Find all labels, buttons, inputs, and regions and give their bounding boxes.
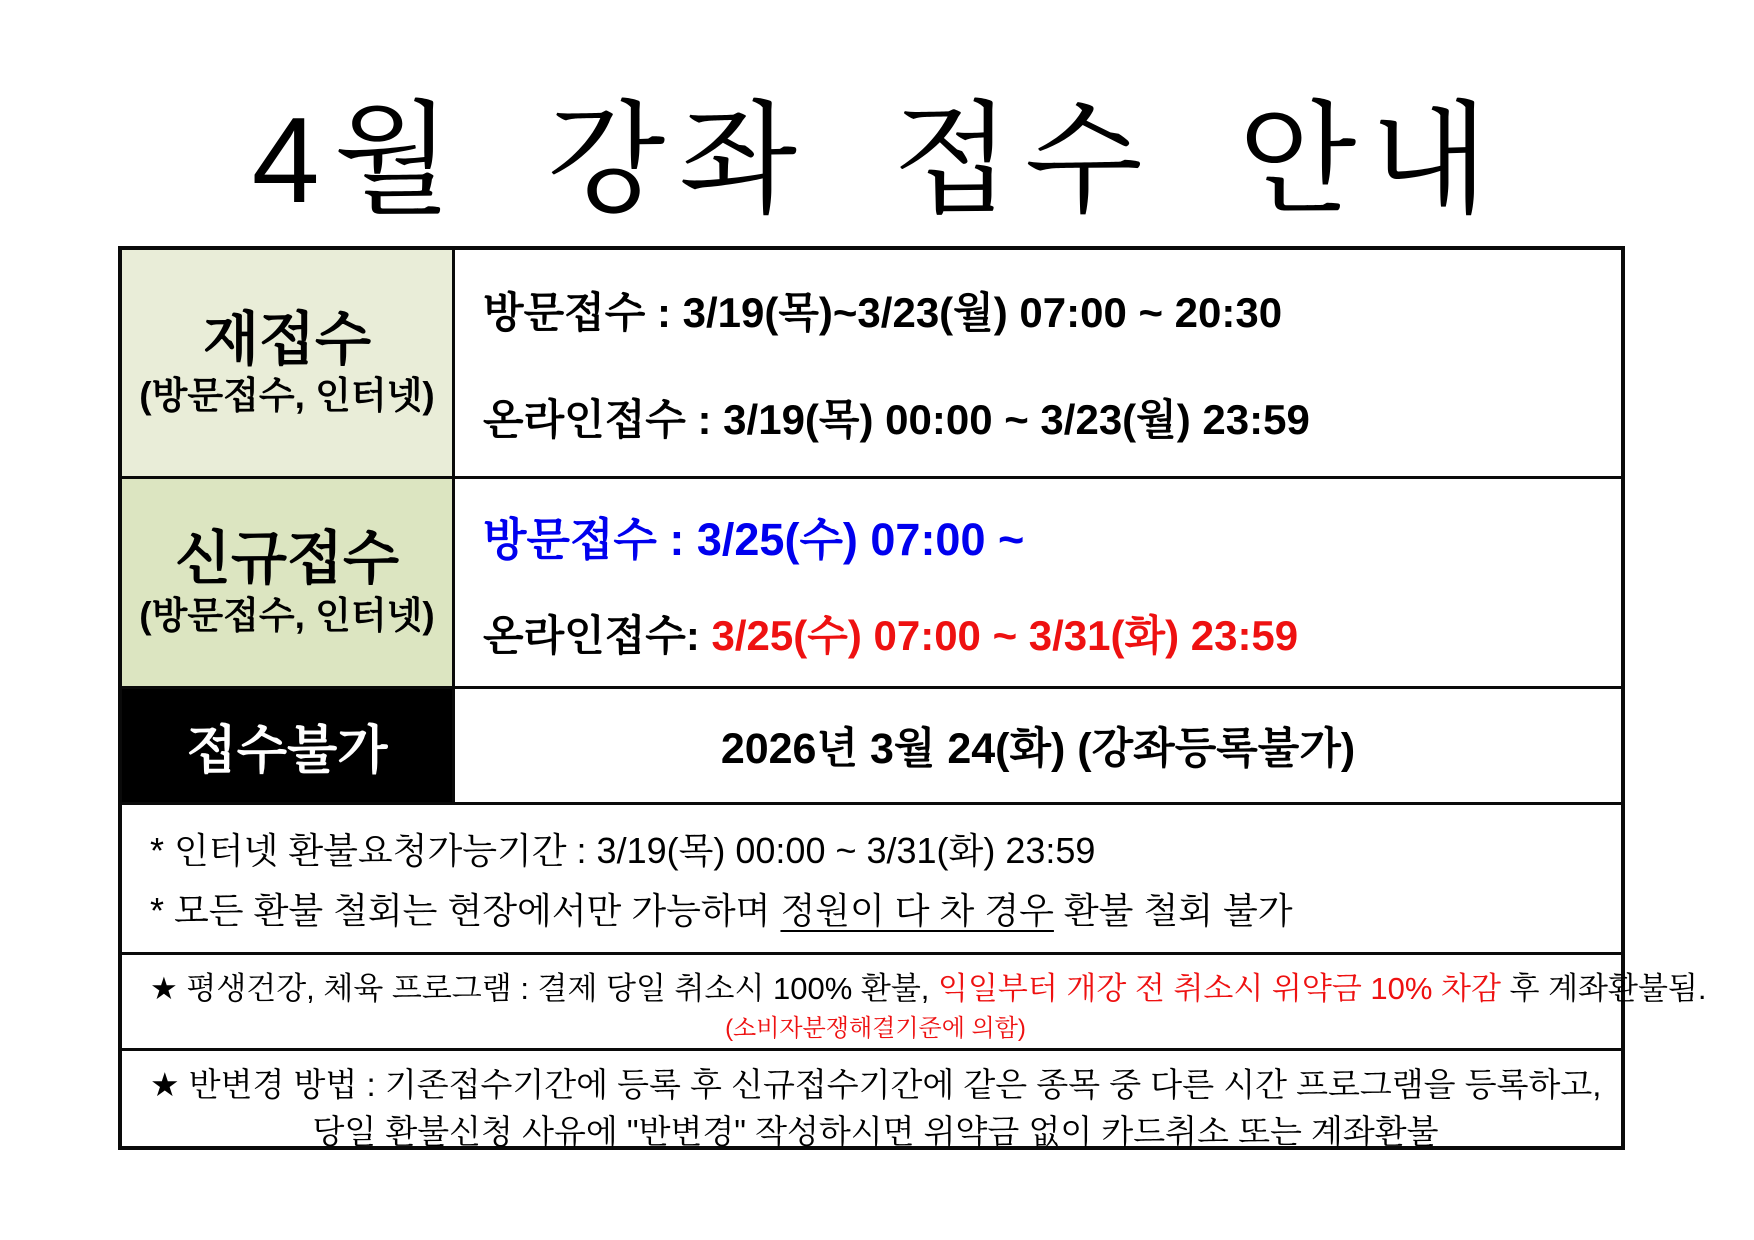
table-row-new — [122, 476, 1621, 686]
refund-withdrawal-underlined: 정원이 다 차 경우 — [780, 890, 1054, 932]
refund-withdrawal-prefix: * 모든 환불 철회는 현장에서만 가능하며 — [150, 890, 781, 932]
cancel-policy-cell — [122, 955, 1707, 1048]
page-title: 4월 강좌 접수 안내 — [251, 92, 1503, 228]
cancel-policy-line — [150, 963, 1707, 1008]
new-visit-period: 방문접수 : 3/25(수) 07:00 ~ — [483, 513, 1025, 565]
table-row-refund-notes — [122, 802, 1621, 952]
class-change-line1: ★ 반변경 방법 : 기존접수기간에 등록 후 신규접수기간에 같은 종목 중 다른 시간 프로그램을 등록하고, — [150, 1066, 1602, 1103]
resubmit-visit-period: 방문접수 : 3/19(목)~3/23(월) 07:00 ~ 20:30 — [483, 288, 1283, 336]
cancel-policy-basis: (소비자분쟁해결기준에 의함) — [725, 1015, 1026, 1042]
new-header-cell — [122, 479, 455, 686]
table-row-cancel-policy — [122, 952, 1707, 1048]
refund-notes-cell — [122, 805, 1621, 952]
refund-withdrawal-suffix: 환불 철회 불가 — [1053, 890, 1293, 932]
new-online-period — [483, 603, 1611, 663]
closed-date: 2026년 3월 24(화) (강좌등록불가) — [720, 725, 1356, 773]
new-body-cell — [455, 479, 1621, 686]
resubmit-header-cell — [122, 250, 455, 476]
new-online-label: 온라인접수: — [483, 611, 700, 659]
table-row-resubmit — [122, 250, 1621, 476]
resubmit-online-period: 온라인접수 : 3/19(목) 00:00 ~ 3/23(월) 23:59 — [483, 395, 1310, 443]
cancel-policy-prefix: ★ 평생건강, 체육 프로그램 : 결제 당일 취소시 100% 환불, — [150, 971, 939, 1006]
table-row-class-change — [122, 1048, 1621, 1150]
cancel-policy-penalty: 익일부터 개강 전 취소시 위약금 10% 차감 — [938, 971, 1501, 1006]
table-row-closed — [122, 686, 1621, 802]
closed-header-cell — [122, 689, 455, 802]
class-change-cell — [122, 1051, 1621, 1150]
cancel-policy-suffix: 후 계좌환불됨. — [1500, 971, 1707, 1006]
class-change-line2: 당일 환불신청 사유에 "반변경" 작성하시면 위약금 없이 카드취소 또는 계좌환불 — [312, 1113, 1439, 1150]
registration-schedule-table — [118, 246, 1707, 1150]
resubmit-label: 재접수 — [202, 306, 372, 372]
resubmit-body-cell — [455, 250, 1621, 476]
refund-period-note: * 인터넷 환불요청가능기간 : 3/19(목) 00:00 ~ 3/31(화) 23:59 — [150, 829, 1096, 871]
new-label: 신규접수 — [174, 526, 400, 592]
new-online-dates: 3/25(수) 07:00 ~ 3/31(화) 23:59 — [699, 611, 1299, 659]
closed-label: 접수불가 — [186, 722, 388, 780]
new-sublabel: (방문접수, 인터넷) — [139, 594, 435, 636]
resubmit-sublabel: (방문접수, 인터넷) — [139, 375, 435, 417]
closed-body-cell — [455, 689, 1621, 802]
refund-withdrawal-note — [150, 883, 1601, 934]
